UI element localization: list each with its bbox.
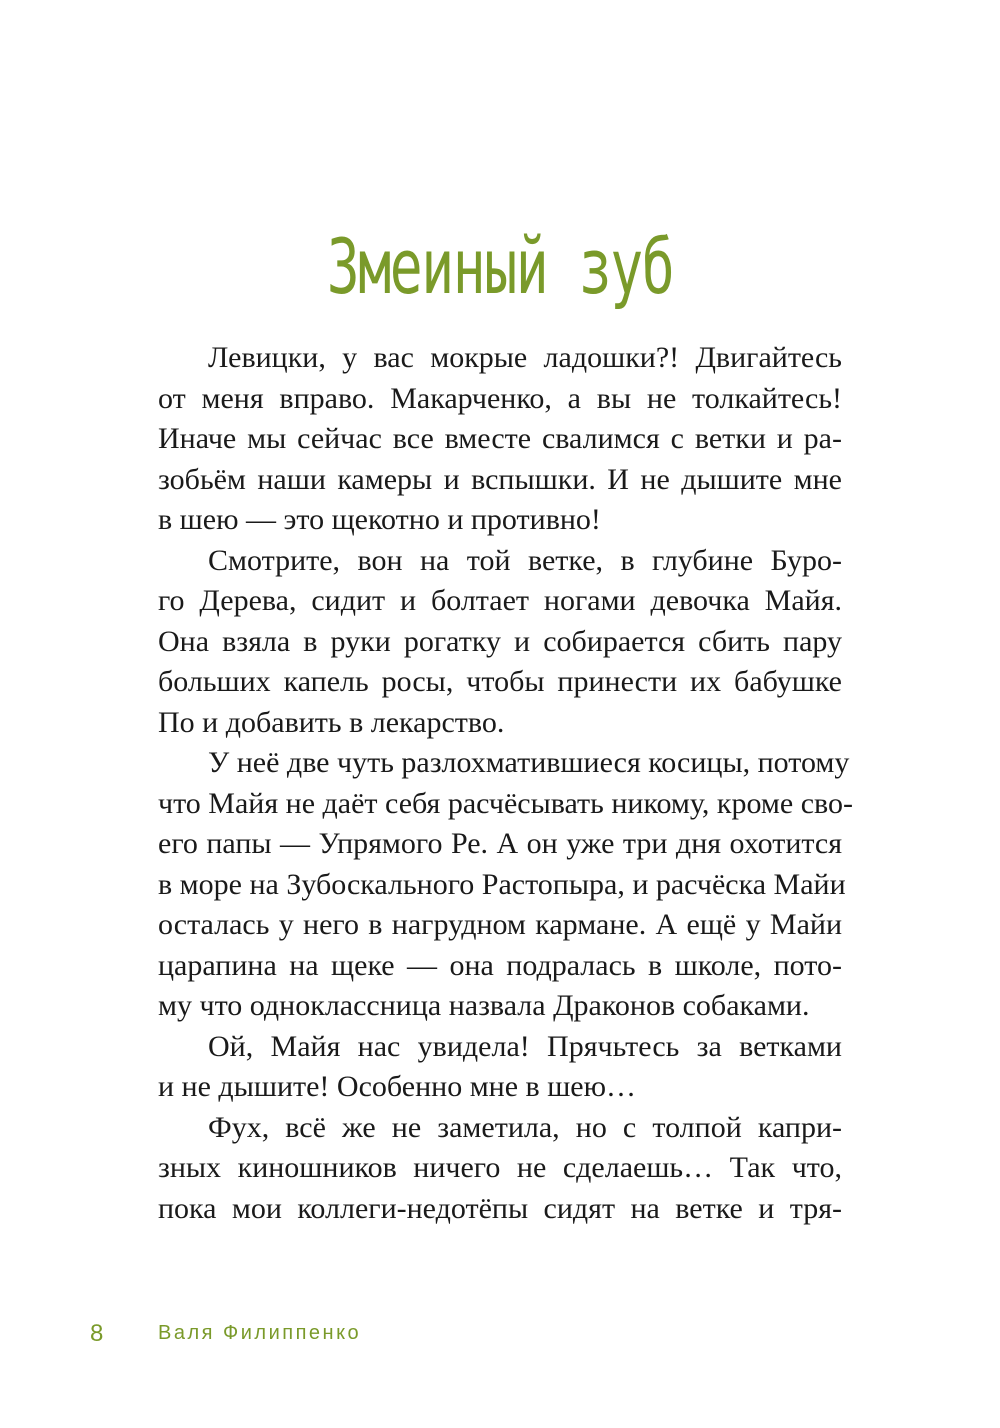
page-footer (0, 1320, 1000, 1360)
text-line: в шею — это щекотно и противно! (158, 503, 601, 536)
text-line: от меня вправо. Макарченко, а вы не толкайтесь! (158, 381, 842, 415)
body-text (158, 338, 853, 1229)
text-line: его папы — Упрямого Ре. А он уже три дня охотится (158, 827, 842, 860)
text-line: Смотрите, вон на той ветке, в глубине Буро- (208, 543, 842, 577)
page-number: 8 (90, 1320, 104, 1347)
text-line: Левицки, у вас мокрые ладошки?! Двигайтесь (208, 341, 842, 374)
chapter-title: Змеиный зуб (326, 222, 674, 311)
text-line: го Дерева, сидит и болтает ногами девочка Майя. (158, 584, 842, 617)
text-line: что Майя не даёт себя расчёсывать никому, кроме сво- (158, 786, 853, 820)
text-line: Иначе мы сейчас все вместе свалимся с ветки и ра- (158, 422, 842, 455)
text-line: Фух, всё же не заметила, но с толпой капри- (208, 1110, 842, 1144)
text-line: и не дышите! Особенно мне в шею… (158, 1070, 637, 1103)
text-line: больших капель росы, чтобы принести их бабушке (158, 665, 842, 698)
text-line: му что одноклассница назвала Драконов собаками. (158, 989, 810, 1022)
text-line: По и добавить в лекарство. (158, 705, 505, 739)
text-line: царапина на щеке — она подралась в школе, пото- (158, 948, 842, 982)
text-line: Она взяла в руки рогатку и собирается сбить пару (158, 624, 842, 658)
text-line: зных киношников ничего не сделаешь… Так что, (158, 1151, 842, 1184)
text-line: зобьём наши камеры и вспышки. И не дышите мне (158, 462, 842, 496)
text-line: Ой, Майя нас увидела! Прячьтесь за ветками (208, 1029, 842, 1063)
text-line: пока мои коллеги-недотёпы сидят на ветке и тря- (158, 1191, 842, 1225)
text-line: в море на Зубоскального Растопыра, и расчёска Майи (158, 867, 846, 901)
text-line: осталась у него в нагрудном кармане. А ещё у Майи (158, 908, 842, 941)
text-line: У неё две чуть разлохматившиеся косицы, потому (208, 746, 850, 779)
running-head-author: Валя Филиппенко (158, 1322, 362, 1344)
